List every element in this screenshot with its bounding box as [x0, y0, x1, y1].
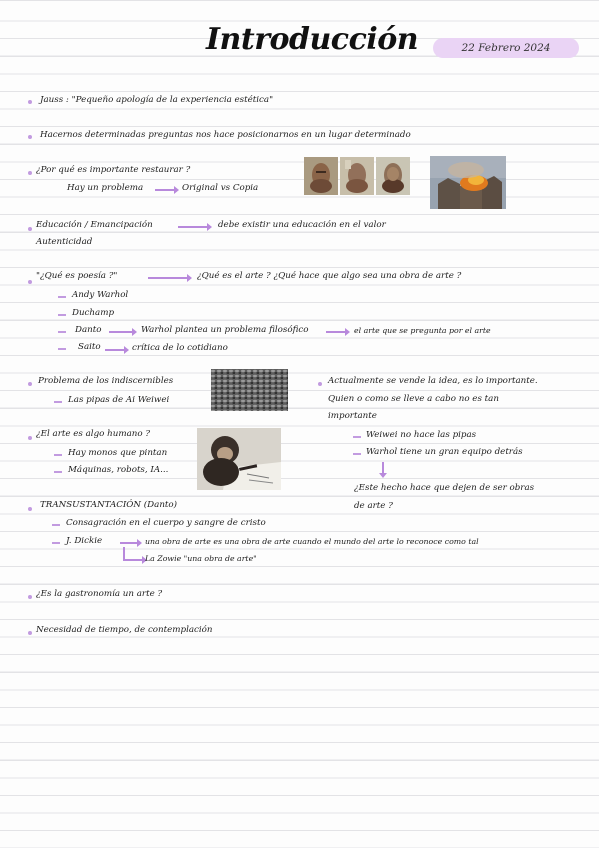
- note-warhol-equipo: Warhol tiene un gran equipo detrás: [366, 447, 523, 457]
- note-original-copia: Original vs Copia: [182, 183, 259, 193]
- bullet-dot-icon: [28, 382, 32, 386]
- note-actualmente-1: Actualmente se vende la idea, es lo importante.: [328, 376, 538, 386]
- dash-icon: [54, 471, 62, 473]
- note-maquinas: Máquinas, robots, IA...: [68, 465, 169, 475]
- bullet-dot-icon: [28, 507, 32, 511]
- date-badge: 22 Febrero 2024: [433, 38, 579, 58]
- note-pipas: Las pipas de Ai Weiwei: [68, 395, 170, 405]
- dash-icon: [58, 348, 66, 350]
- bullet-dot-icon: [28, 631, 32, 635]
- arrow-right-icon: [326, 331, 346, 333]
- note-necesidad: Necesidad de tiempo, de contemplación: [36, 625, 213, 635]
- bullet-dot-icon: [28, 595, 32, 599]
- note-zowie: La Zowie "una obra de arte": [145, 554, 257, 563]
- note-weiwei: Weiwei no hace las pipas: [366, 430, 477, 440]
- note-jauss: Jauss : "Pequeño apología de la experiencia estética": [40, 95, 274, 105]
- note-danto-result: el arte que se pregunta por el arte: [354, 326, 491, 335]
- note-dickie-text: una obra de arte es una obra de arte cuando el mundo del arte lo reconoce como tal: [145, 537, 479, 546]
- note-educacion: Educación / Emancipación: [36, 220, 153, 230]
- dash-icon: [58, 296, 66, 298]
- bullet-dot-icon: [28, 227, 32, 231]
- note-preguntas: Hacernos determinadas preguntas nos hace posicionarnos en un lugar determinado: [40, 130, 411, 140]
- bullet-dot-icon: [318, 382, 322, 386]
- dash-icon: [52, 524, 60, 526]
- page-title: Introducción: [206, 22, 419, 57]
- arrow-right-icon: [123, 547, 142, 561]
- dash-icon: [353, 453, 361, 455]
- note-indiscernibles: Problema de los indiscernibles: [38, 376, 174, 386]
- arrow-right-icon: [109, 331, 133, 333]
- painting-restored-image: [376, 157, 410, 195]
- note-consagracion: Consagración en el cuerpo y sangre de cristo: [66, 518, 266, 528]
- notre-dame-fire-image: [430, 156, 506, 209]
- bullet-dot-icon: [28, 171, 32, 175]
- dash-icon: [54, 454, 62, 456]
- painting-deteriorated-image: [340, 157, 374, 195]
- note-actualmente-3: importante: [328, 411, 377, 421]
- painting-original-image: [304, 157, 338, 195]
- note-educacion-result: debe existir una educación en el valor: [218, 220, 386, 230]
- note-hecho-2: de arte ?: [354, 501, 393, 511]
- note-humano-question: ¿El arte es algo humano ?: [36, 429, 150, 439]
- note-duchamp: Duchamp: [72, 308, 114, 318]
- arrow-down-icon: [382, 462, 384, 474]
- note-poesia-question: "¿Qué es poesía ?": [36, 271, 118, 281]
- note-arte-question: ¿Qué es el arte ? ¿Qué hace que algo sea una obra de arte ?: [197, 271, 462, 281]
- arrow-right-icon: [120, 542, 138, 544]
- bullet-dot-icon: [28, 436, 32, 440]
- arrow-right-icon: [155, 189, 175, 191]
- note-gastronomia: ¿Es la gastronomía un arte ?: [36, 589, 163, 599]
- note-saito-text: crítica de lo cotidiano: [132, 343, 228, 353]
- note-hecho-1: ¿Este hecho hace que dejen de ser obras: [354, 483, 535, 493]
- note-restaurar-question: ¿Por qué es importante restaurar ?: [36, 165, 191, 175]
- arrow-right-icon: [178, 226, 208, 228]
- note-danto-text: Warhol plantea un problema filosófico: [141, 325, 309, 335]
- note-saito: Saito: [78, 342, 101, 352]
- dash-icon: [54, 401, 62, 403]
- dash-icon: [52, 542, 60, 544]
- bullet-dot-icon: [28, 135, 32, 139]
- note-transustantacion: TRANSUSTANTACIÓN (Danto): [40, 500, 178, 510]
- note-autenticidad: Autenticidad: [36, 237, 93, 247]
- note-dickie: J. Dickie: [66, 536, 103, 546]
- bullet-dot-icon: [28, 280, 32, 284]
- sunflower-seeds-image: [211, 369, 288, 411]
- painting-chimpanzee-image: [197, 428, 281, 490]
- arrow-right-icon: [105, 349, 125, 351]
- note-danto: Danto: [75, 325, 102, 335]
- dash-icon: [58, 314, 66, 316]
- bullet-dot-icon: [28, 100, 32, 104]
- note-problema: Hay un problema: [67, 183, 144, 193]
- note-warhol: Andy Warhol: [72, 290, 129, 300]
- arrow-right-icon: [148, 277, 188, 279]
- note-actualmente-2: Quien o como se lleve a cabo no es tan: [328, 394, 499, 404]
- dash-icon: [58, 331, 66, 333]
- note-monos: Hay monos que pintan: [68, 448, 168, 458]
- dash-icon: [353, 436, 361, 438]
